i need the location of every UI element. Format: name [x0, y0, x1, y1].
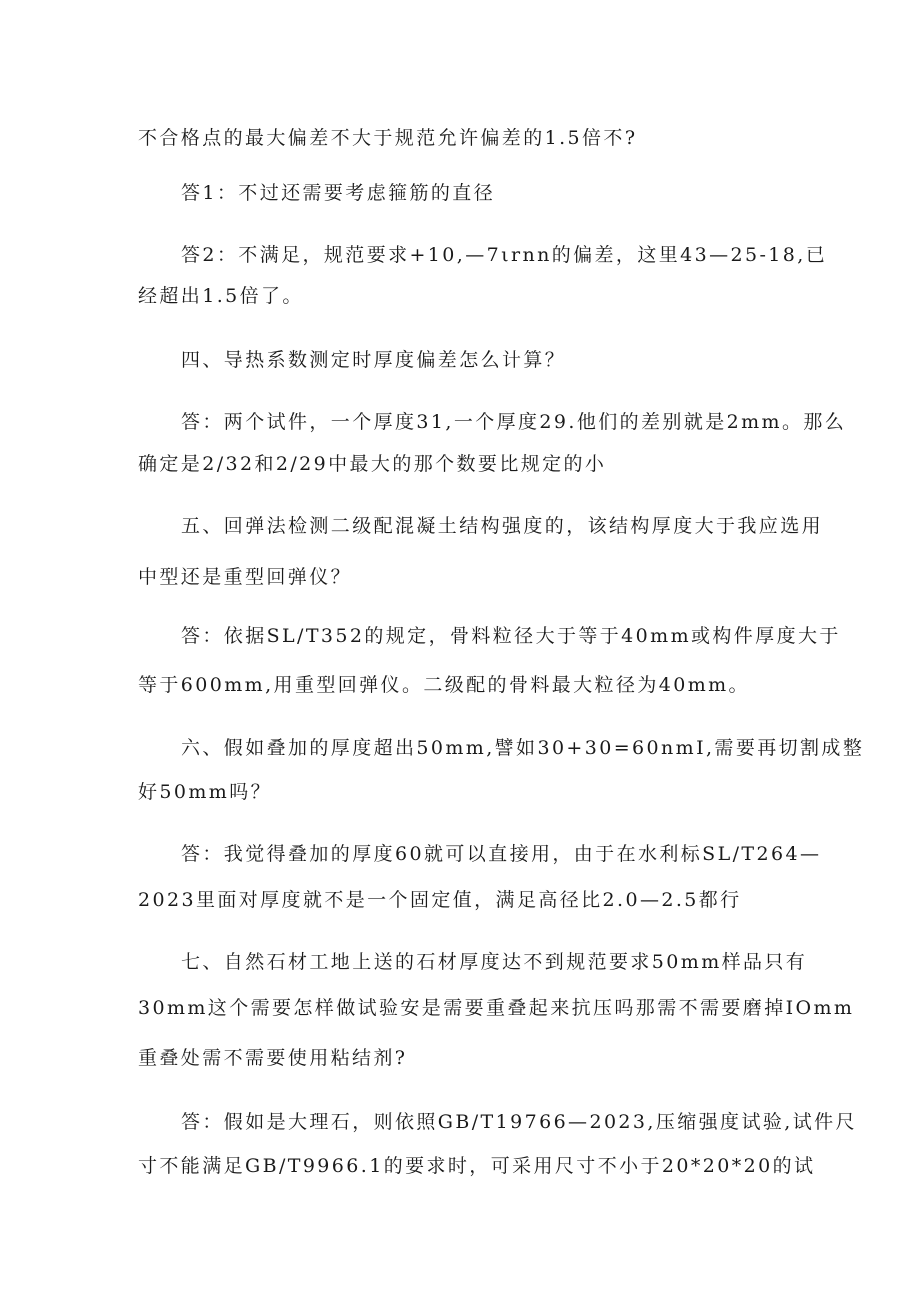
section-heading: 七、自然石材工地上送的石材厚度达不到规范要求50mm样品只有: [181, 951, 808, 973]
section-heading: 重叠处需不需要使用粘结剂?: [138, 1047, 408, 1069]
section-heading: 五、回弹法检测二级配混凝土结构强度的，该结构厚度大于我应选用: [181, 515, 824, 537]
text-line: 答2：不满足，规范要求+10,—7ιrnn的偏差，这里43—25-18,已: [181, 244, 828, 266]
text-line: 答1：不过还需要考虑箍筋的直径: [181, 182, 496, 204]
text-line: 等于600mm,用重型回弹仪。二级配的骨料最大粒径为40mm。: [138, 674, 750, 696]
section-heading: 好50mm吗？: [138, 781, 273, 803]
section-heading: 六、假如叠加的厚度超出50mm,譬如30+30=60nmI,需要再切割成整: [181, 737, 865, 759]
text-line: 确定是2/32和2/29中最大的那个数要比规定的小: [138, 453, 607, 475]
text-line: 寸不能满足GB/T9966.1的要求时，可采用尺寸不小于20*20*20的试: [138, 1155, 816, 1177]
text-line: 答：两个试件，一个厚度31,一个厚度29.他们的差别就是2mm。那么: [181, 411, 847, 433]
text-line: 答：依据SL/T352的规定，骨料粒径大于等于40mm或构件厚度大于: [181, 625, 841, 647]
section-heading: 中型还是重型回弹仪？: [138, 566, 353, 588]
text-line: 2023里面对厚度就不是一个固定值，满足高径比2.0—2.5都行: [138, 889, 742, 911]
section-heading: 四、导热系数测定时厚度偏差怎么计算？: [181, 349, 567, 371]
text-line: 答：假如是大理石，则依照GB/T19766—2023,压缩强度试验,试件尺: [181, 1111, 857, 1133]
text-line: 答：我觉得叠加的厚度60就可以直接用，由于在水利标SL/T264—: [181, 843, 822, 865]
text-line: 不合格点的最大偏差不大于规范允许偏差的1.5倍不?: [138, 127, 638, 149]
text-line: 经超出1.5倍了。: [138, 285, 304, 307]
section-heading: 30mm这个需要怎样做试验安是需要重叠起来抗压吗那需不需要磨掉IOmm: [138, 997, 855, 1019]
